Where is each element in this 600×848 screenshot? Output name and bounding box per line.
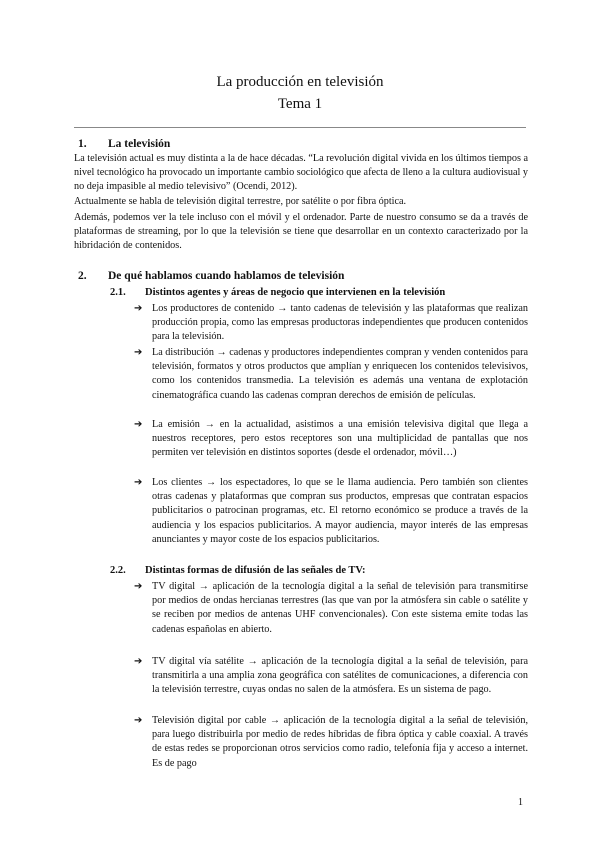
section-1-paragraph-2: Actualmente se habla de televisión digital terrestre, por satélite o por fibra óptica. [74, 196, 407, 207]
list-item [134, 580, 528, 637]
list-item-text: Los clientes → los espectadores, lo que se le llama audiencia. Pero también son clientes otras cadenas y plataformas que compran sus productos, empresas que contratan espacios publicitarios o patrocinan programas, etc. El retorno económico se produce a través de la audiencia y los espacios publicitarios. A mayor audiencia, mayor interés de las empresas anunciantes y mayor coste de los espacios publicitarios. [152, 477, 528, 545]
subsection-2-1-number: 2.1. [110, 287, 126, 298]
section-1-paragraph-3: Además, podemos ver la tele incluso con el móvil y el ordenador. Parte de nuestro consumo se da a través de plataformas de streaming, por lo que la televisión se tiene que desarrollar en un contexto caracterizado por la hibridación de contenidos. [74, 212, 528, 252]
list-item [134, 418, 528, 461]
subsection-2-1-title: Distintos agentes y áreas de negocio que intervienen en la televisión [145, 287, 446, 298]
list-item [134, 346, 528, 403]
arrow-right-icon: ➔ [134, 656, 143, 667]
arrow-right-icon: ➔ [134, 347, 143, 358]
list-item-text: TV digital vía satélite → aplicación de la tecnología digital a la señal de televisión, para transmitirla a una amplia zona geográfica con satélites de comunicaciones, a diferencia con la televisión terrestre, cuyas ondas no salen de la atmósfera. Es un sistema de pago. [152, 656, 528, 696]
arrow-right-icon: ➔ [134, 581, 143, 592]
arrow-right-icon: ➔ [134, 477, 143, 488]
list-item-text: Los productores de contenido → tanto cadenas de televisión y las plataformas que realizan producción propia, como las empresas productoras independientes que producen contenidos para la televisión. [152, 303, 528, 343]
section-1-title: La televisión [108, 138, 171, 150]
arrow-right-icon: ➔ [134, 715, 143, 726]
title-divider [74, 127, 526, 128]
section-1-paragraph-1: La televisión actual es muy distinta a la de hace décadas. “La revolución digital vivida en los últimos tiempos a nivel tecnológico ha provocado un importante cambio sociológico que afecta de lleno a la cultura audiovisual y no deja impasible al medio televisivo” (Ocendi, 2012). [74, 153, 528, 193]
list-item [134, 655, 528, 698]
page-number: 1 [518, 797, 523, 808]
subsection-2-2-title: Distintas formas de difusión de las señales de TV: [145, 565, 366, 576]
subsection-2-2-number: 2.2. [110, 565, 126, 576]
section-2-title: De qué hablamos cuando hablamos de televisión [108, 270, 345, 282]
arrow-right-icon: ➔ [134, 303, 143, 314]
list-item [134, 714, 528, 771]
list-item-text: La emisión → en la actualidad, asistimos a una emisión televisiva digital que llega a nuestros receptores, pero estos receptores son una multiplicidad de pantallas que nos permiten ver televisión en distintos soportes (desde el ordenador, móvil…) [152, 419, 528, 459]
section-2-number: 2. [78, 270, 87, 282]
document-subtitle: Tema 1 [277, 96, 323, 112]
section-1-number: 1. [78, 138, 87, 150]
list-item-text: TV digital → aplicación de la tecnología digital a la señal de televisión para transmitirse por medios de ondas hercianas terrestres (las que van por la atmósfera sin cable o satélite y se reciben por medios de antenas UHF convencionales). Con este sistema emite todas las cadenas españolas en abierto. [152, 581, 528, 635]
document-title: La producción en televisión [216, 74, 384, 90]
list-item-text: La distribución → cadenas y productores independientes compran y venden contenidos para televisión, formatos y otros productos que amplían y enriquecen los contenidos televisivos, como los contenidos transmedia. La televisión es además una ventana de explotación cinematográfica cuando las cadenas compran derechos de emisión de películas. [152, 347, 528, 401]
list-item [134, 302, 528, 345]
list-item-text: Televisión digital por cable → aplicación de la tecnología digital a la señal de televisión, para luego distribuirla por medio de redes híbridas de fibra óptica y cable coaxial. A través de estas redes se proporcionan otros servicios como radio, telefonía fija y acceso a internet. Es de pago [152, 715, 528, 769]
list-item [134, 476, 528, 547]
arrow-right-icon: ➔ [134, 419, 143, 430]
